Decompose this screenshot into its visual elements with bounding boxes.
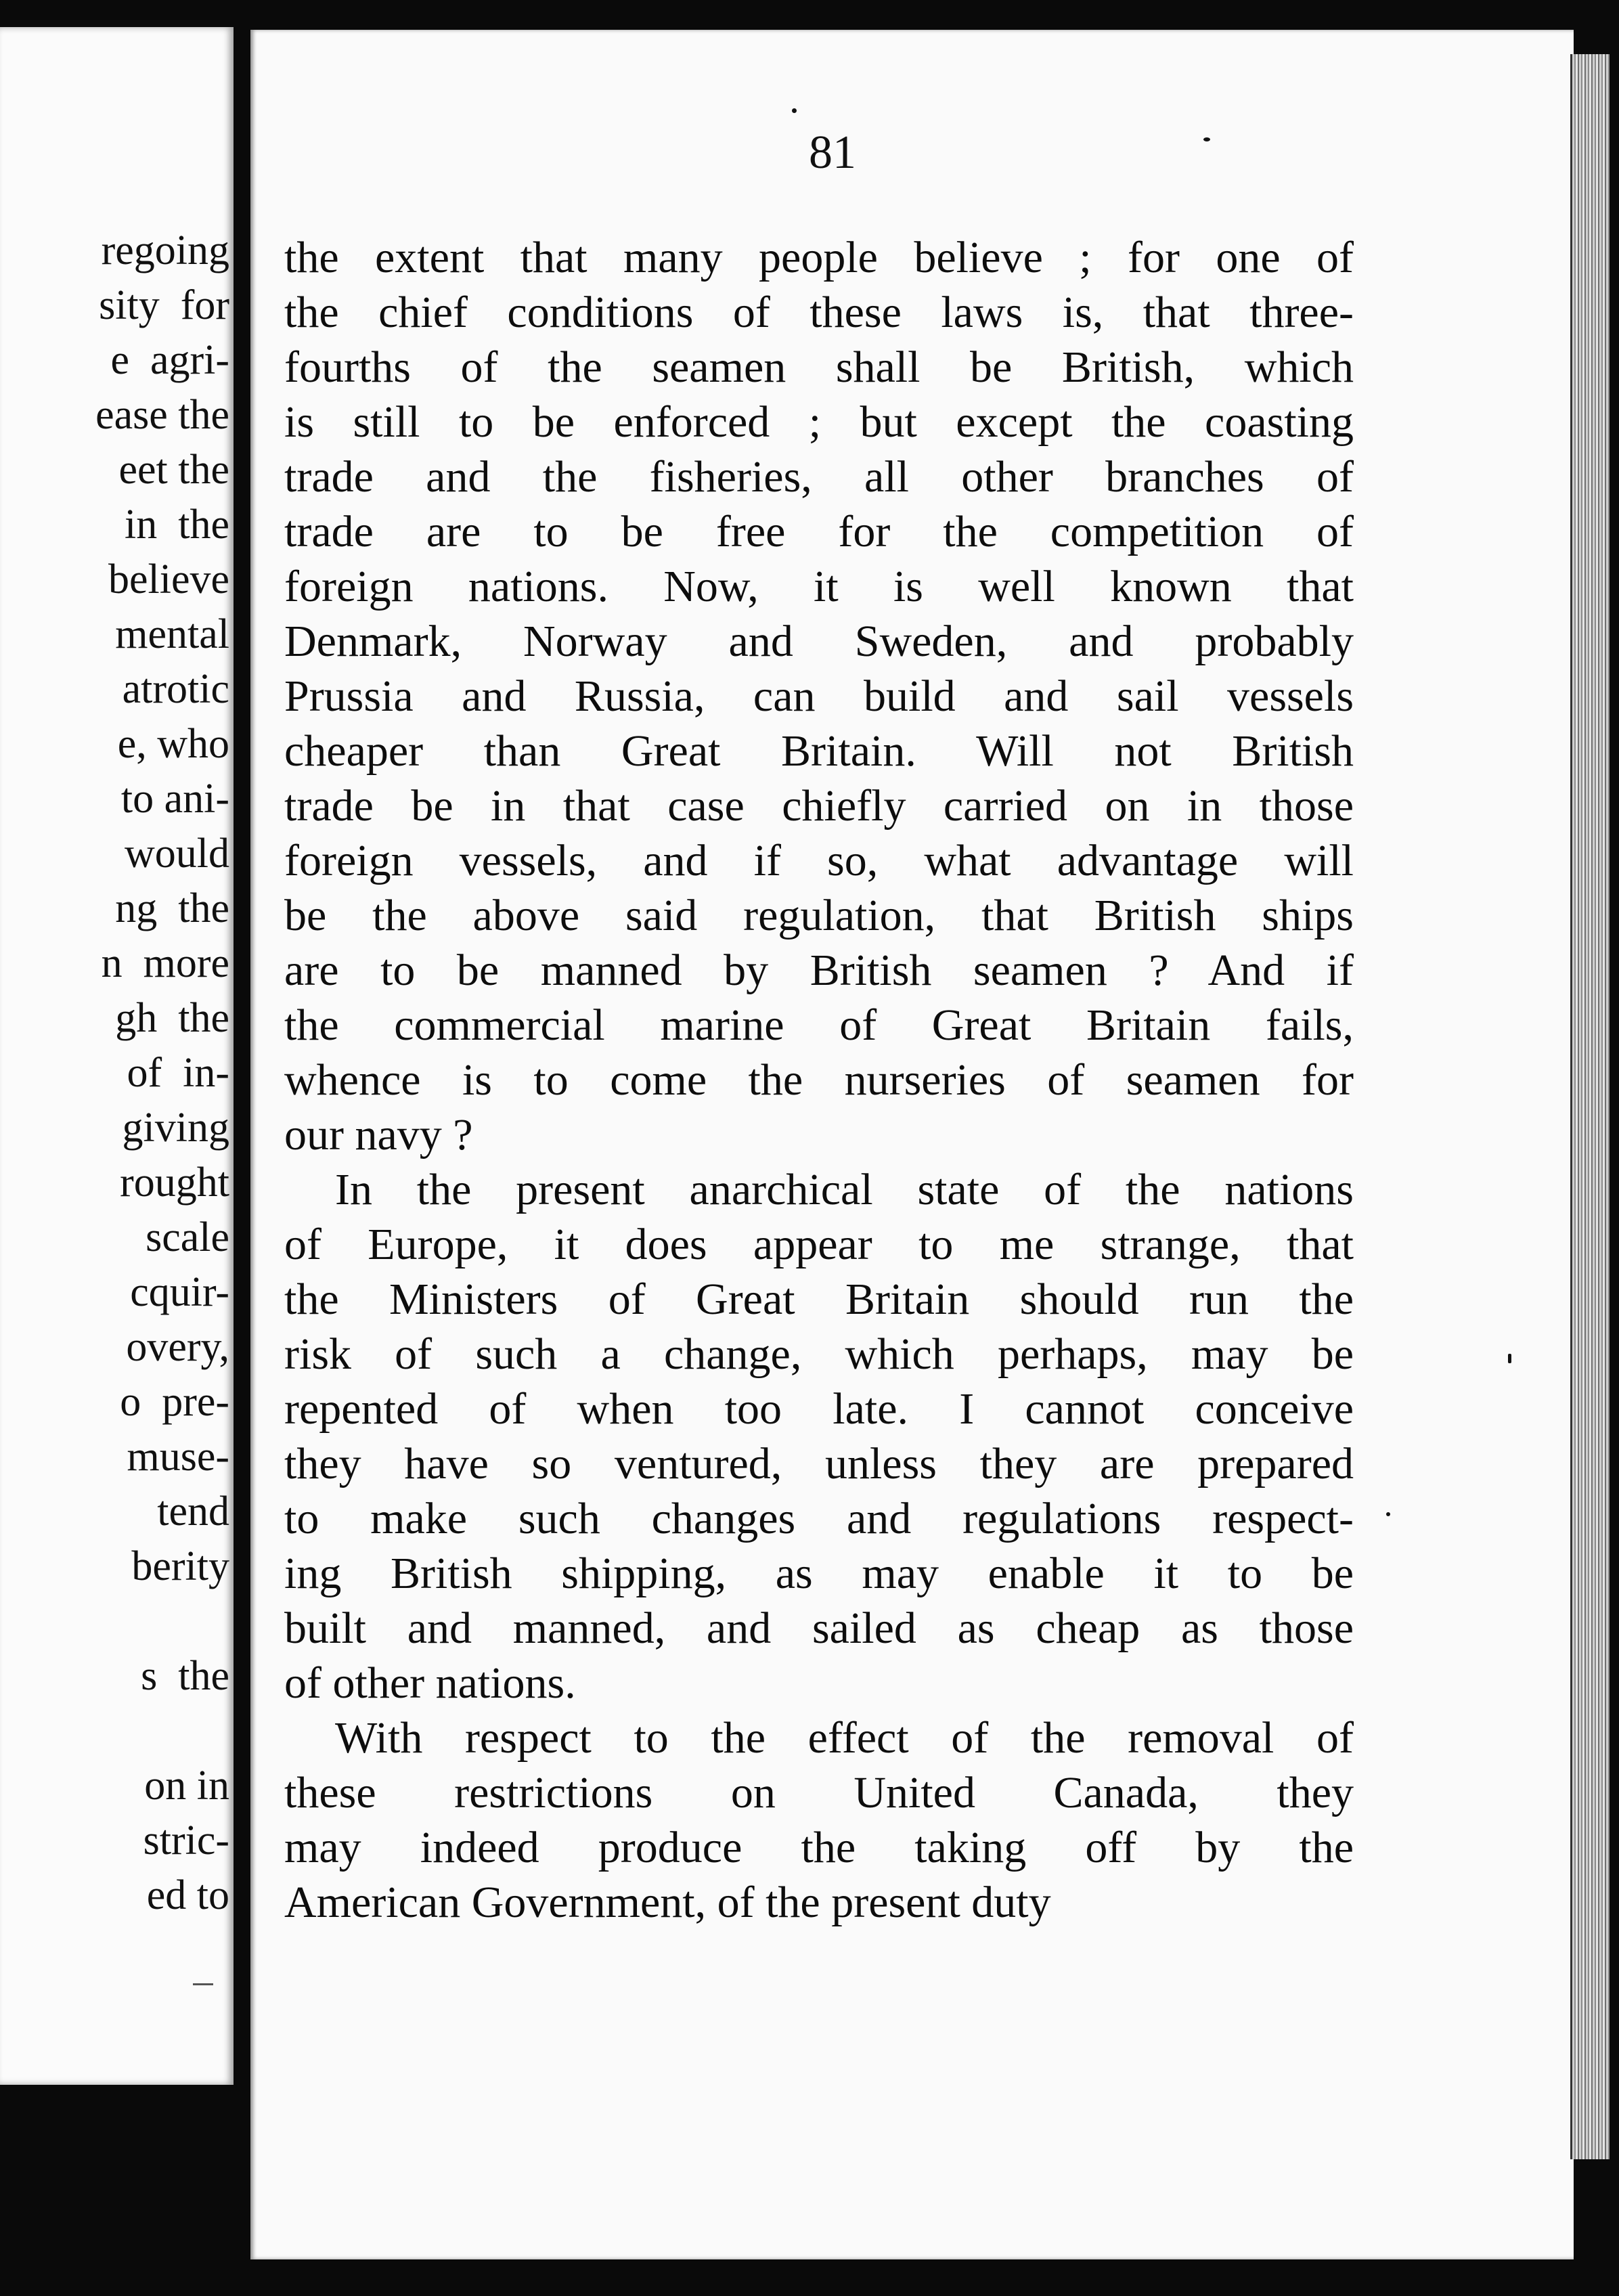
facing-page-line: on in	[144, 1763, 229, 1809]
text-line: they have so ventured, unless they are prepared	[284, 1439, 1354, 1488]
text-line: of Europe, it does appear to me strange, that	[284, 1220, 1354, 1269]
paragraph	[284, 230, 1354, 1162]
text-line: repented of when too late. I cannot conceive	[284, 1384, 1354, 1434]
page-edge-stack	[1570, 54, 1610, 2159]
text-line: ing British shipping, as may enable it to be	[284, 1549, 1354, 1598]
text-line: the chief conditions of these laws is, that three-	[284, 288, 1354, 337]
page-mark	[193, 1983, 213, 1985]
facing-page-line: ease the	[95, 392, 229, 438]
facing-page-line: sity for	[99, 282, 229, 328]
facing-page-left	[0, 27, 234, 2085]
facing-page-line: e, who	[117, 721, 229, 767]
text-line: are to be manned by British seamen ? And if	[284, 946, 1354, 995]
facing-page-line: n more	[101, 940, 229, 986]
facing-page-line: believe	[108, 556, 229, 602]
text-line: be the above said regulation, that British ships	[284, 891, 1354, 940]
text-line: trade be in that case chiefly carried on in those	[284, 781, 1354, 831]
facing-page-line: ng the	[115, 885, 229, 931]
facing-page-line: overy,	[126, 1324, 229, 1370]
text-line: risk of such a change, which perhaps, may be	[284, 1329, 1354, 1379]
text-line: cheaper than Great Britain. Will not British	[284, 726, 1354, 776]
text-line: foreign nations. Now, it is well known that	[284, 562, 1354, 611]
facing-page-line: would	[125, 831, 229, 877]
text-line: whence is to come the nurseries of seamen for	[284, 1055, 1354, 1105]
paragraph	[284, 1162, 1354, 1710]
facing-page-line: cquir-	[130, 1269, 229, 1315]
facing-page-line: of in-	[127, 1050, 229, 1096]
facing-page-line: scale	[146, 1214, 229, 1260]
text-line: Denmark, Norway and Sweden, and probably	[284, 617, 1354, 666]
text-line: Prussia and Russia, can build and sail vessels	[284, 671, 1354, 721]
text-line: the commercial marine of Great Britain fails,	[284, 1000, 1354, 1050]
text-line: trade and the fisheries, all other branches of	[284, 452, 1354, 502]
facing-page-line: gh the	[115, 995, 229, 1041]
text-line: these restrictions on United Canada, they	[284, 1768, 1354, 1817]
text-line: of other nations.	[284, 1658, 576, 1708]
facing-page-line	[95, 1704, 229, 1759]
facing-page-line: in the	[125, 502, 229, 548]
facing-page-line: s the	[141, 1653, 229, 1699]
text-line: trade are to be free for the competition of	[284, 507, 1354, 556]
page-body-text	[284, 230, 1354, 1930]
text-line: With respect to the effect of the removal of	[335, 1713, 1354, 1763]
text-line: built and manned, and sailed as cheap as those	[284, 1604, 1354, 1653]
facing-page-text	[95, 223, 229, 1923]
text-line: the Ministers of Great Britain should run the	[284, 1275, 1354, 1324]
print-speck	[1386, 1512, 1390, 1516]
page-number: 81	[809, 127, 856, 179]
print-speck	[1203, 137, 1210, 141]
facing-page-line: muse-	[127, 1434, 229, 1480]
text-line: foreign vessels, and if so, what advantage will	[284, 836, 1354, 885]
text-line: the extent that many people believe ; for one of	[284, 233, 1354, 282]
facing-page-line: to ani-	[120, 776, 229, 822]
facing-page-line: o pre-	[120, 1379, 229, 1425]
paragraph	[284, 1710, 1354, 1930]
facing-page-line: rought	[120, 1160, 229, 1206]
facing-page-line: eet the	[118, 447, 229, 493]
text-line: American Government, of the present duty	[284, 1878, 1051, 1927]
print-speck	[792, 108, 797, 113]
text-line: to make such changes and regulations respect-	[284, 1494, 1354, 1543]
facing-page-line	[95, 1594, 229, 1649]
facing-page-line: atrotic	[122, 666, 229, 712]
text-line: is still to be enforced ; but except the coasting	[284, 397, 1354, 447]
text-line: may indeed produce the taking off by the	[284, 1823, 1354, 1872]
facing-page-line: stric-	[143, 1817, 229, 1863]
facing-page-line: tend	[157, 1488, 229, 1535]
print-speck	[1508, 1354, 1511, 1363]
facing-page-line: berity	[131, 1543, 229, 1589]
text-line: In the present anarchical state of the nations	[335, 1165, 1354, 1214]
text-line: our navy ?	[284, 1110, 473, 1160]
text-line: fourths of the seamen shall be British, which	[284, 343, 1354, 392]
facing-page-line: ed to	[146, 1872, 229, 1918]
facing-page-line: mental	[115, 611, 229, 657]
facing-page-line: regoing	[101, 227, 229, 273]
facing-page-line: e agri-	[110, 337, 229, 383]
facing-page-line: giving	[122, 1105, 229, 1151]
